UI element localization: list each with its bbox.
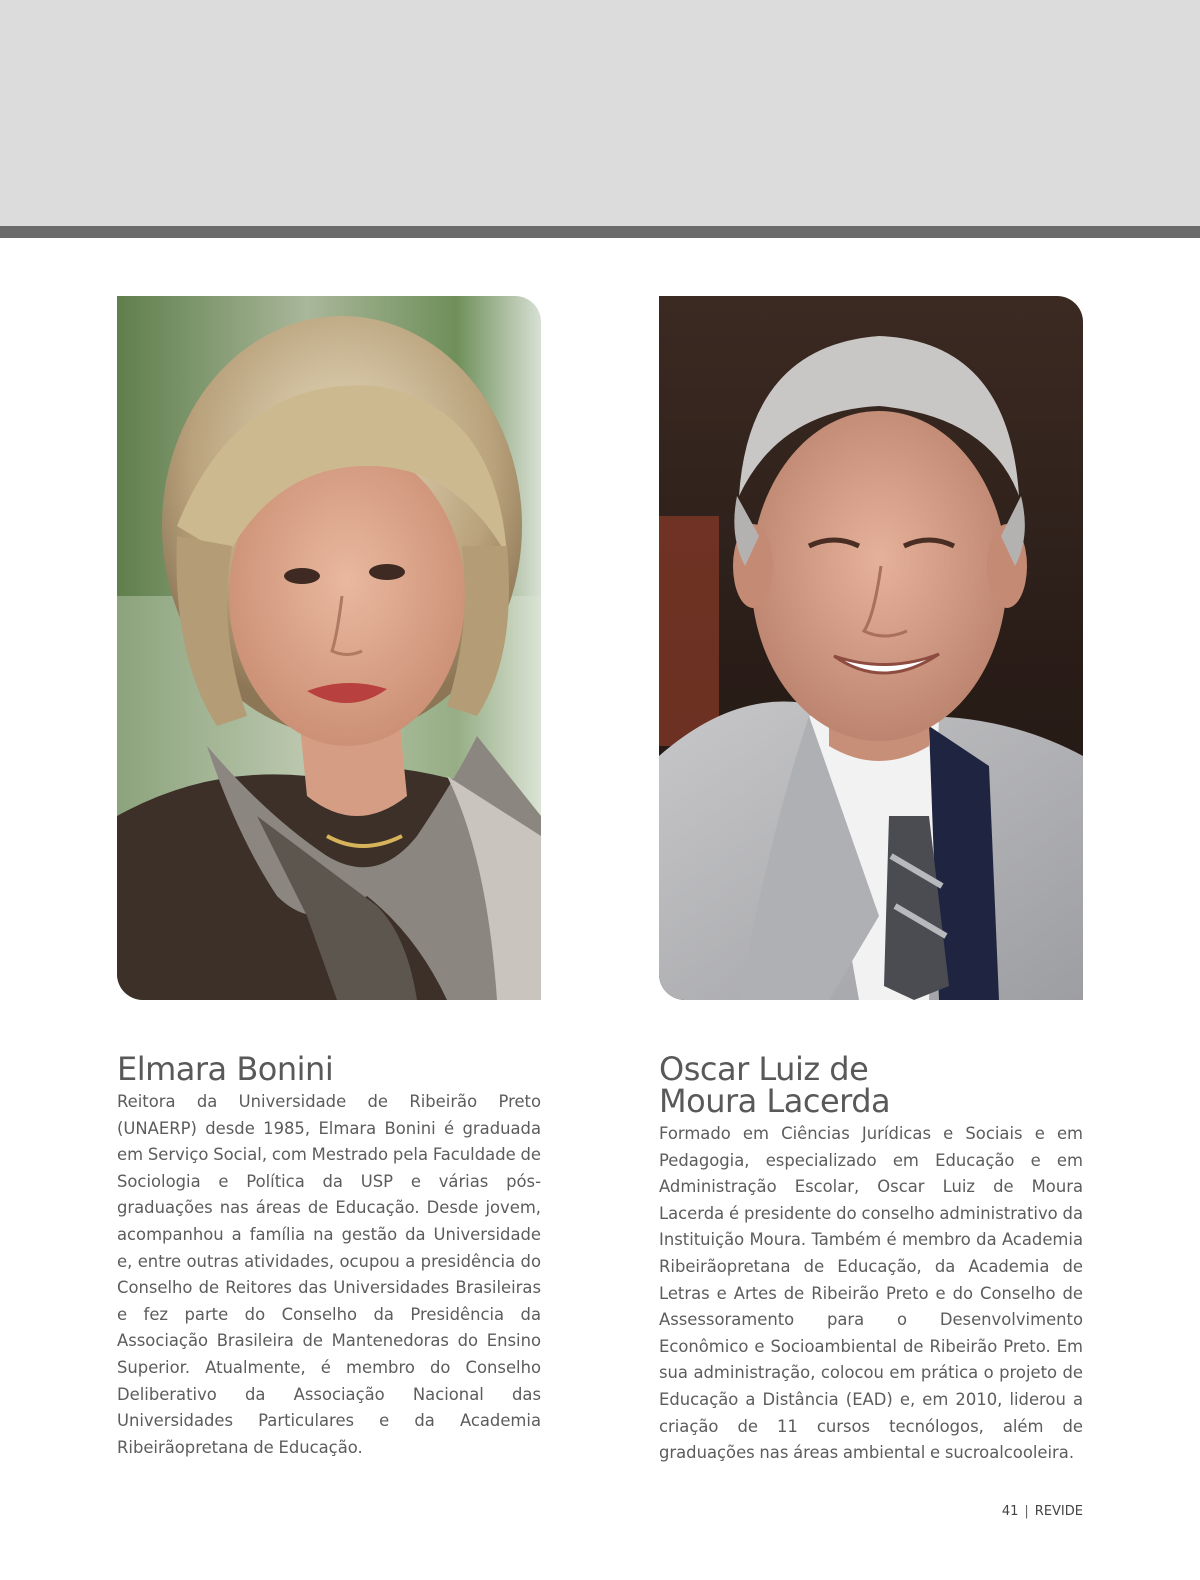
page-folio bbox=[1002, 1504, 1083, 1519]
photo-elmara-bonini bbox=[117, 296, 541, 1000]
portrait-woman-image bbox=[117, 296, 541, 1000]
header-band bbox=[0, 0, 1200, 226]
profile-bio: Reitora da Universidade de Ribeirão Preto (UNAERP) desde 1985, Elmara Bonini é graduada em Serviço Social, com Mestrado pela Faculdade de Sociologia e Política da USP e várias pós-graduações nas áreas de Educação. Desde jovem, acompanhou a família na gestão da Universidade e, entre outras atividades, ocupou a presidência do Conselho de Reitores das Universidades Brasileiras e fez parte do Conselho da Presidência da Associação Brasileira de Mantenedoras do Ensino Superior. Atualmente, é membro do Conselho Deliberativo da Associação Nacional das Universidades Particulares e da Academia Ribeirãopretana de Educação. bbox=[117, 1092, 541, 1457]
profile-elmara-bonini bbox=[117, 1050, 541, 1461]
profile-name-line: Moura Lacerda bbox=[659, 1082, 891, 1120]
header-rule bbox=[0, 226, 1200, 238]
profile-name bbox=[117, 1050, 541, 1088]
profile-oscar-luiz-de-moura-lacerda bbox=[659, 1050, 1083, 1467]
profile-name-line: Elmara Bonini bbox=[117, 1050, 334, 1088]
profile-name bbox=[659, 1050, 1083, 1120]
profile-name-line: Oscar Luiz de bbox=[659, 1050, 869, 1088]
photo-oscar-luiz-de-moura-lacerda bbox=[659, 296, 1083, 1000]
page-number: 41 bbox=[1001, 1504, 1019, 1519]
magazine-name: REVIDE bbox=[1034, 1504, 1083, 1519]
profile-bio: Formado em Ciências Jurídicas e Sociais e em Pedagogia, especializado em Educação e em Administração Escolar, Oscar Luiz de Moura Lacerda é presidente do conselho administrativo da Instituição Moura. Também é membro da Academia Ribeirãopretana de Educação, da Academia de Letras e Artes de Ribeirão Preto e do Conselho de Assessoramento para o Desenvolvimento Econômico e Socioambiental de Ribeirão Preto. Em sua administração, colocou em prática o projeto de Educação a Distância (EAD) e, em 2010, liderou a criação de 11 cursos tecnólogos, além de graduações nas áreas ambiental e sucroalcooleira. bbox=[659, 1124, 1083, 1463]
folio-separator: | bbox=[1024, 1504, 1029, 1519]
portrait-man-image bbox=[659, 296, 1083, 1000]
